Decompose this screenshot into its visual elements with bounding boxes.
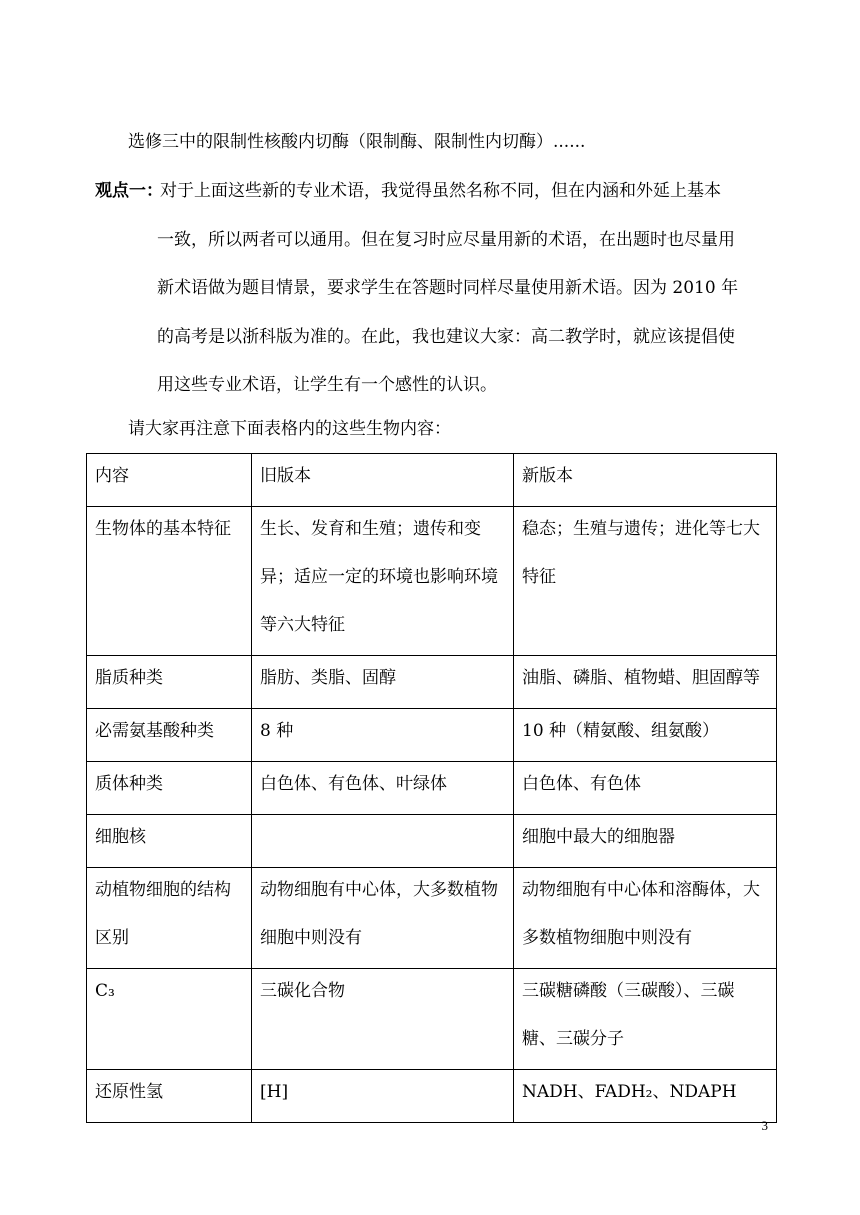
table-row [87, 762, 777, 815]
viewpoint-line: 新术语做为题目情景，要求学生在答题时同样尽量使用新术语。因为 2010 年 [157, 278, 739, 298]
row-new: 稳态；生殖与遗传；进化等七大特征 [514, 507, 777, 656]
viewpoint-line: 用这些专业术语，让学生有一个感性的认识。 [157, 375, 497, 395]
row-topic: 质体种类 [87, 762, 252, 815]
row-new: 白色体、有色体 [514, 762, 777, 815]
row-topic: 生物体的基本特征 [87, 507, 252, 656]
row-old: 生长、发育和生殖；遗传和变异；适应一定的环境也影响环境等六大特征 [252, 507, 514, 656]
row-topic: 细胞核 [87, 815, 252, 868]
row-topic: 动植物细胞的结构区别 [87, 868, 252, 969]
row-new: 油脂、磷脂、植物蜡、胆固醇等 [514, 656, 777, 709]
header-content: 内容 [87, 454, 252, 507]
row-new: 三碳糖磷酸（三碳酸）、三碳糖、三碳分子 [514, 969, 777, 1070]
row-new: 细胞中最大的细胞器 [514, 815, 777, 868]
viewpoint-line: 的高考是以浙科版为准的。在此，我也建议大家：高二教学时，就应该提倡使 [157, 327, 735, 347]
row-new: 10 种（精氨酸、组氨酸） [514, 709, 777, 762]
table-intro: 请大家再注意下面表格内的这些生物内容： [128, 419, 451, 439]
row-old: 脂肪、类脂、固醇 [252, 656, 514, 709]
row-new: 动物细胞有中心体和溶酶体，大多数植物细胞中则没有 [514, 868, 777, 969]
viewpoint-line: 对于上面这些新的专业术语，我觉得虽然名称不同，但在内涵和外延上基本 [160, 181, 721, 201]
table-row [87, 969, 777, 1070]
viewpoint-label: 观点一： [95, 181, 163, 201]
row-topic: 还原性氢 [87, 1070, 252, 1123]
row-old [252, 815, 514, 868]
intro-line: 选修三中的限制性核酸内切酶（限制酶、限制性内切酶）...... [128, 132, 586, 152]
table-row [87, 815, 777, 868]
table-row [87, 868, 777, 969]
row-old: 白色体、有色体、叶绿体 [252, 762, 514, 815]
row-old: [H] [252, 1070, 514, 1123]
row-old: 三碳化合物 [252, 969, 514, 1070]
header-old-version: 旧版本 [252, 454, 514, 507]
row-old: 动物细胞有中心体，大多数植物细胞中则没有 [252, 868, 514, 969]
row-topic: 必需氨基酸种类 [87, 709, 252, 762]
row-old: 8 种 [252, 709, 514, 762]
row-topic: 脂质种类 [87, 656, 252, 709]
table-row [87, 507, 777, 656]
viewpoint-line: 一致，所以两者可以通用。但在复习时应尽量用新的术语，在出题时也尽量用 [157, 230, 735, 250]
table-header-row [87, 454, 777, 507]
row-new: NADH、FADH₂、NDAPH [514, 1070, 777, 1123]
table-row [87, 656, 777, 709]
comparison-table [86, 453, 777, 1123]
table-row [87, 709, 777, 762]
row-topic: C₃ [87, 969, 252, 1070]
table-row [87, 1070, 777, 1123]
header-new-version: 新版本 [514, 454, 777, 507]
page-number: 3 [761, 1118, 768, 1133]
